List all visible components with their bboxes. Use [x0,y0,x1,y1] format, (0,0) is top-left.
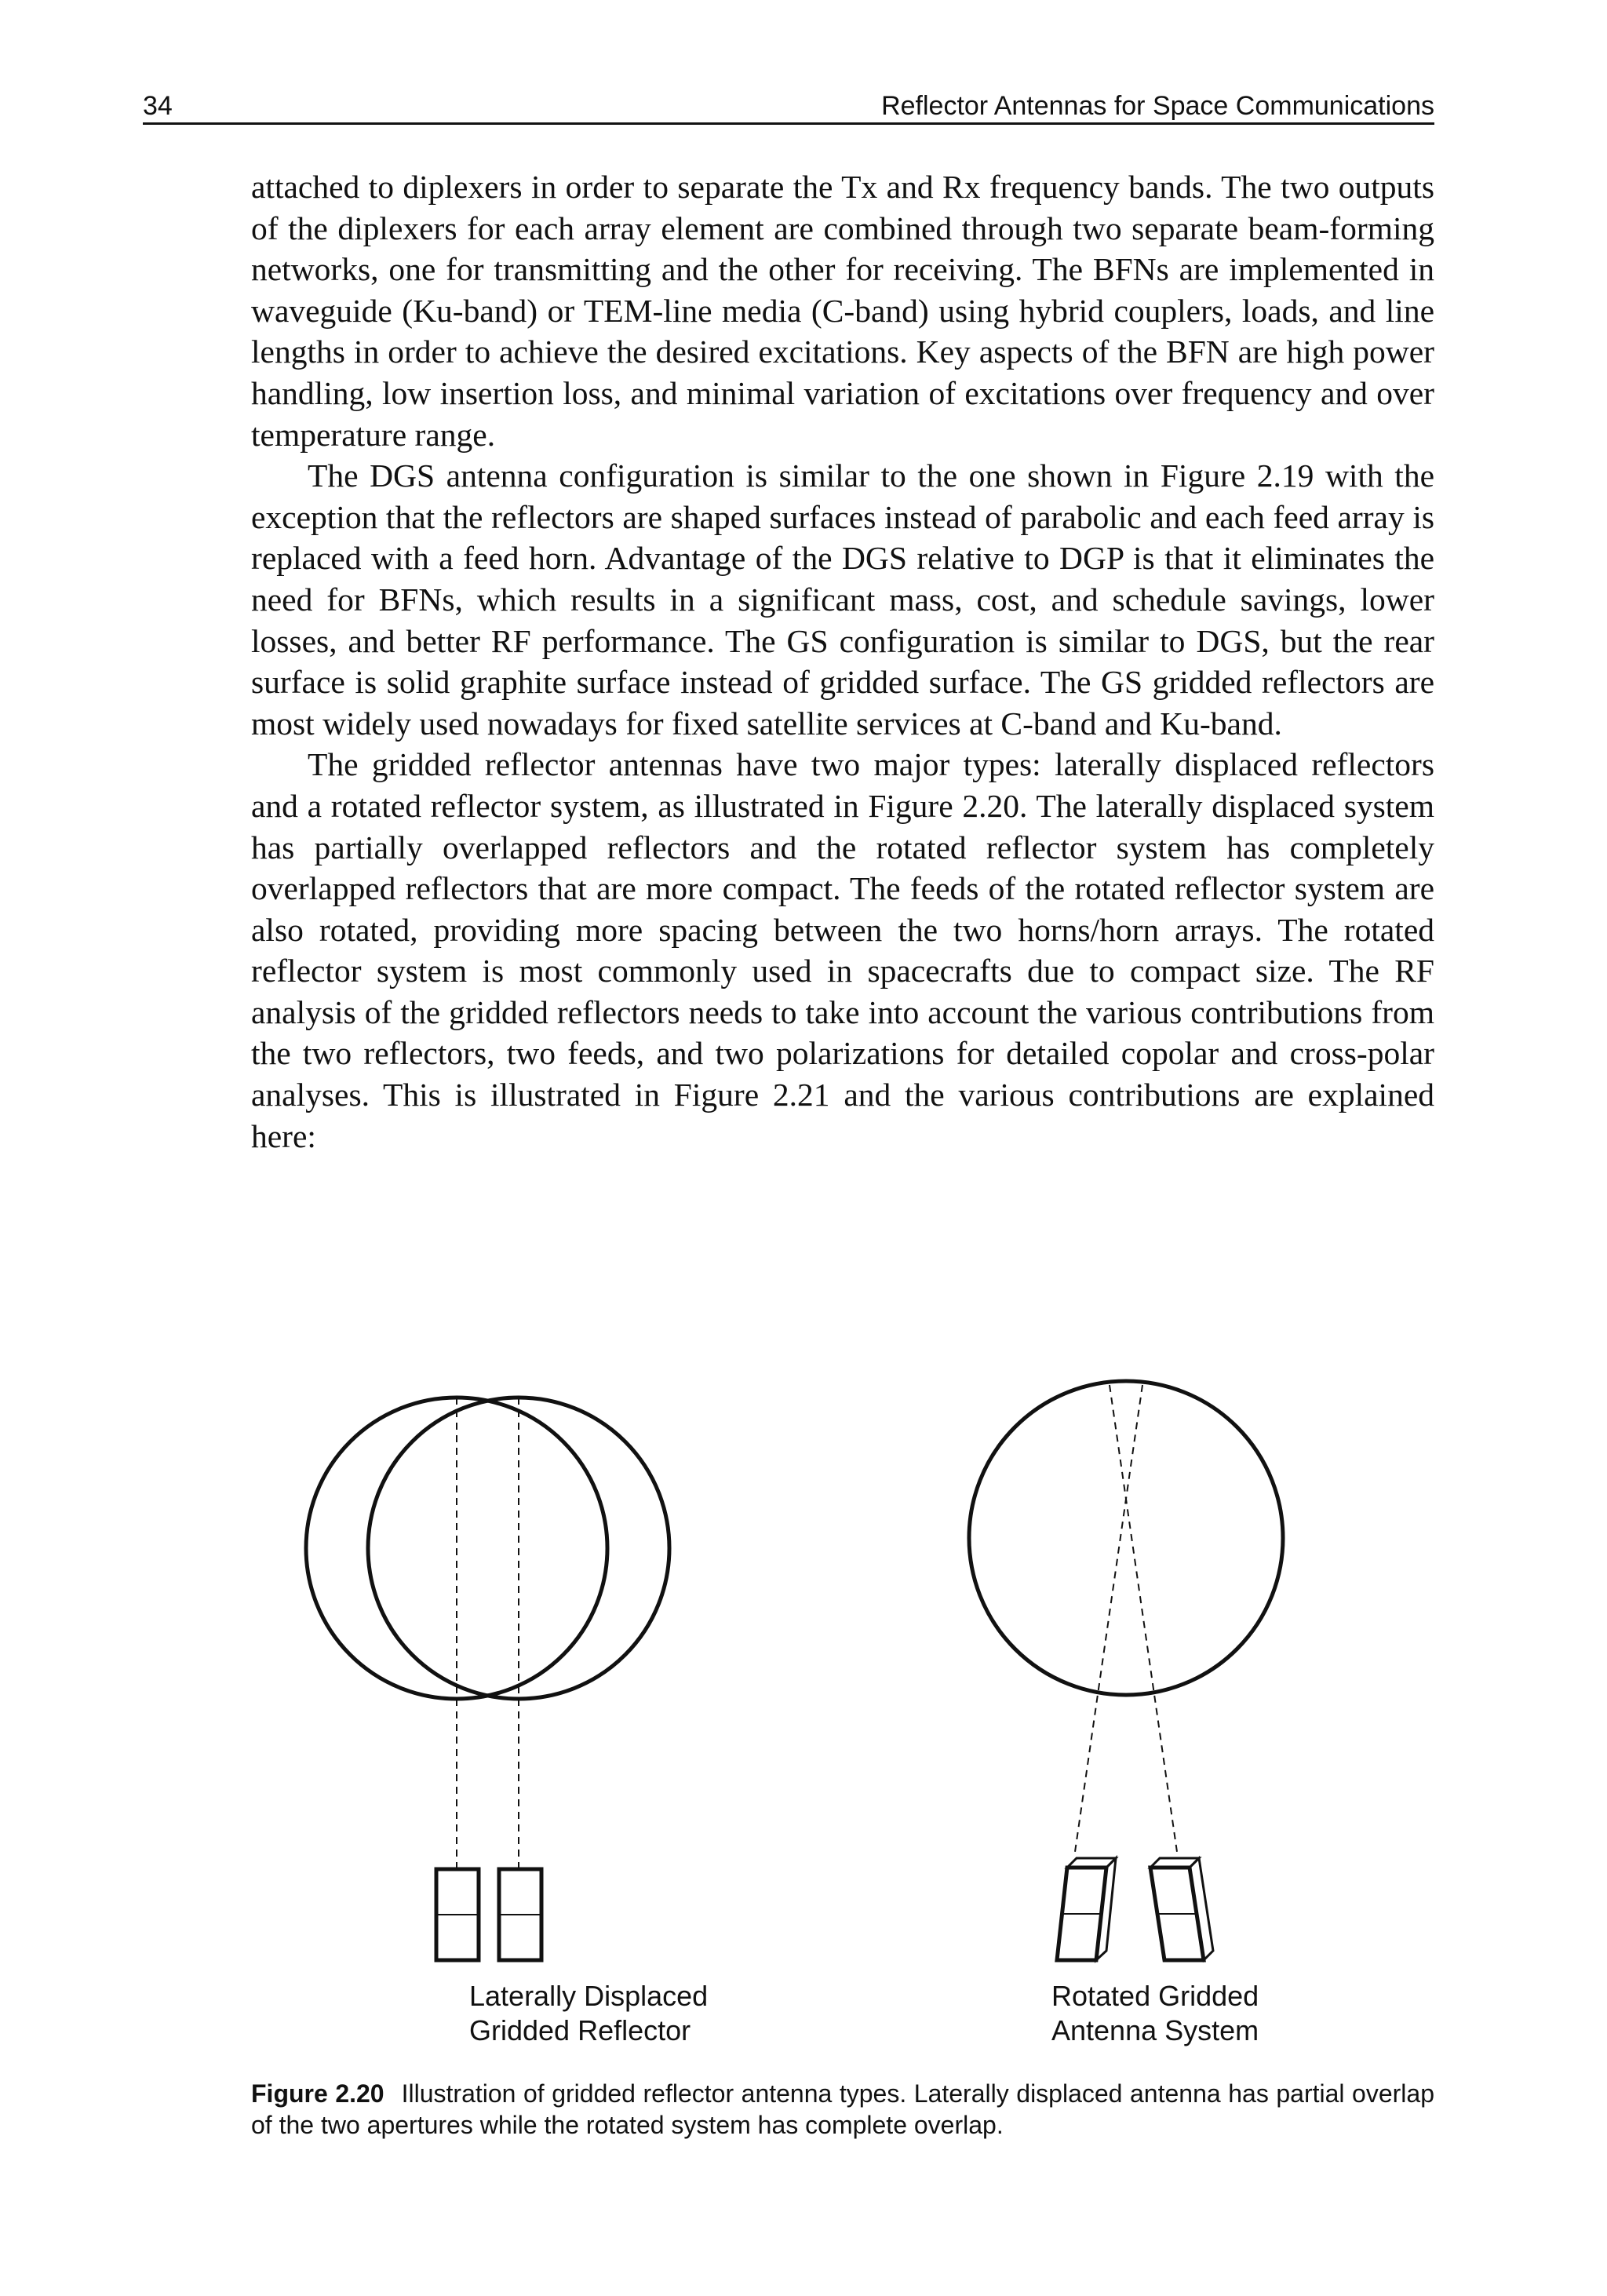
paragraph-1: attached to diplexers in order to separate the Tx and Rx frequency bands. The two outputs of the diplexers for each array element are combined through two separate beam-forming networks, one for transmitting and the other for receiving. The BFNs are implemented in waveguide (Ku-band) or TEM-line media (C-band) using hybrid couplers, loads, and line lengths in order to achieve the desired excitations. Key aspects of the BFN are high power handling, low insertion loss, and minimal variation of excitations over frequency and over temperature range. [251,169,1434,453]
figure-label-right-line2: Antenna System [1051,2014,1259,2046]
right-reflector-aperture [969,1381,1283,1695]
figure-caption-text: Illustration of gridded reflector antenna types. Laterally displaced antenna has partial overlap of the two apertures while the rotated system has complete overlap. [251,2079,1435,2139]
figure-2-20 [0,1256,1607,2064]
paragraph-2: The DGS antenna configuration is similar to the one shown in Figure 2.19 with the exception that the reflectors are shaped surfaces instead of parabolic and each feed array is replaced with a feed horn. Advantage of the DGS relative to DGP is that it eliminates the need for BFNs, which results in a significant mass, cost, and schedule savings, lower losses, and better RF performance. The GS configuration is similar to DGS, but the rear surface is solid graphite surface instead of gridded surface. The GS gridded reflectors are most widely used nowadays for fixed satellite services at C-band and Ku-band. [251,457,1434,742]
figure-label-left [469,1979,708,2048]
figure-label-right-line1: Rotated Gridded [1051,1980,1259,2012]
rotated-gridded-system [969,1381,1283,1960]
figure-label-left-line1: Laterally Displaced [469,1980,709,2012]
body-text [251,166,1434,1157]
figure-label-left-line2: Gridded Reflector [469,2014,691,2046]
right-feed-horn-a [1057,1858,1116,1960]
right-feed-axis-b [1075,1385,1142,1852]
figure-caption [251,2078,1434,2141]
paragraph-3: The gridded reflector antennas have two major types: laterally displaced reflectors and a rotated reflector system, as illustrated in Figure 2.20. The laterally displaced system has partially overlapped reflectors and the rotated reflector system has completely overlapped reflectors that are more compact. The feeds of the rotated reflector system are also rotated, providing more spacing between the two horns/horn arrays. The rotated reflector system is most commonly used in spacecrafts due to compact size. The RF analysis of the gridded reflectors needs to take into account the various contributions from the two reflectors, two feeds, and two polarizations for detailed copolar and cross-polar analyses. This is illustrated in Figure 2.21 and the various contributions are explained here: [251,746,1434,1154]
running-title: Reflector Antennas for Space Communications [881,91,1434,121]
laterally-displaced-system [306,1398,669,1960]
figure-caption-number: Figure 2.20 [251,2079,384,2108]
right-feed-axis-a [1110,1385,1177,1852]
page-number: 34 [143,91,173,121]
right-feed-horn-b [1150,1858,1213,1960]
running-header [143,88,1434,125]
figure-diagram [0,1256,1607,2064]
figure-label-right [1051,1979,1259,2048]
left-feed-horn-b [499,1869,541,1960]
left-feed-horn-a [436,1869,479,1960]
